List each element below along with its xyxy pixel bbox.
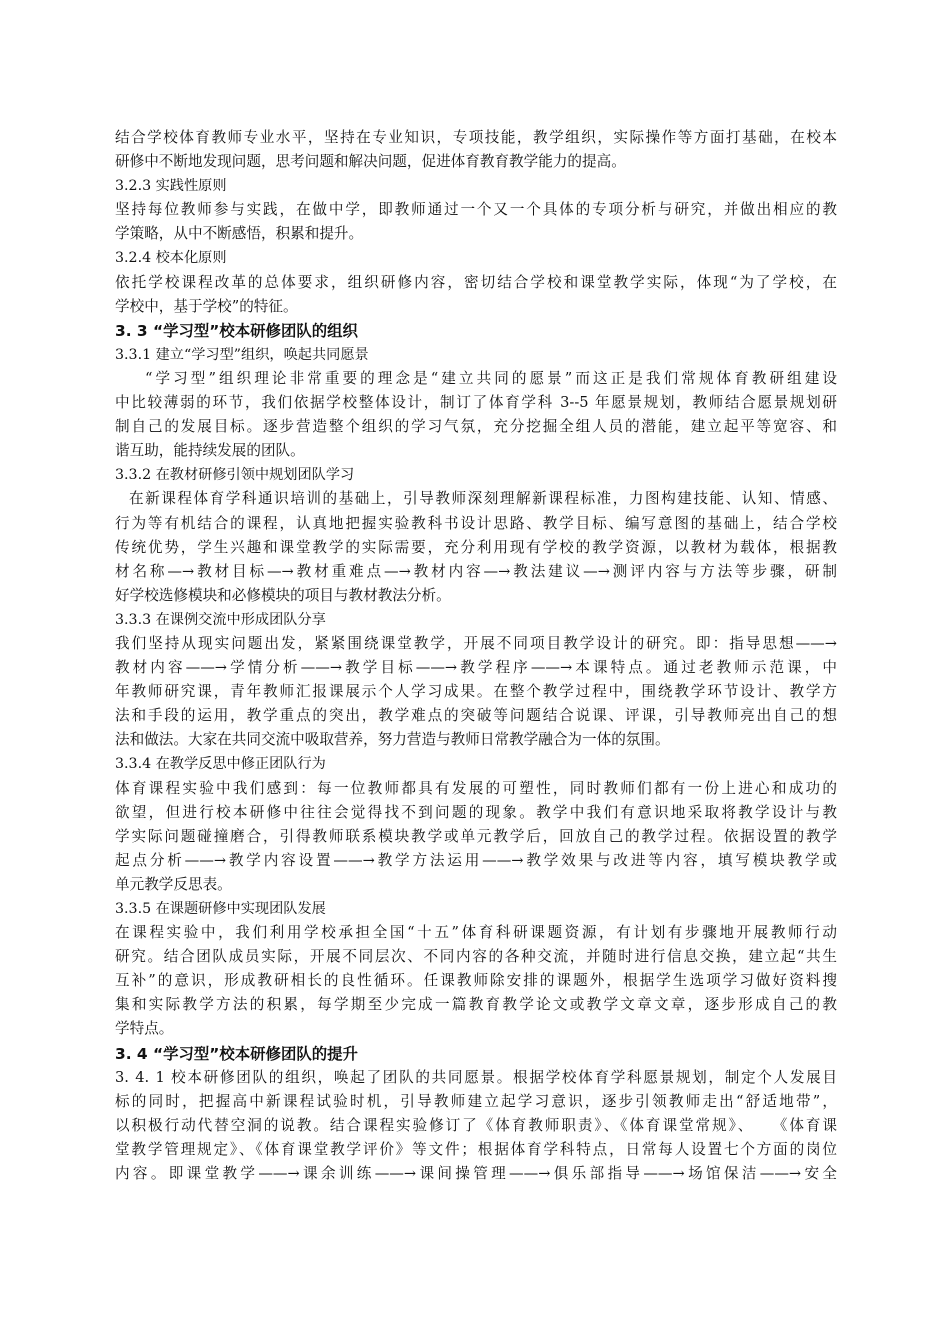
text-line: 互补”的意识，形成教研相长的良性循环。任课教师除安排的课题外，根据学生选项学习做好资料搜 — [115, 972, 837, 990]
paragraph-team-improvement — [115, 1066, 837, 1186]
paragraph-lesson-exchange — [115, 632, 837, 752]
text-line: 学策略，从中不断感悟，积累和提升。 — [115, 225, 364, 243]
text-line: 欲望，但进行校本研修中往往会觉得找不到问题的现象。教学中我们有意识地采取将教学设计与教 — [115, 803, 837, 821]
text-line: 以积极行动代替空洞的说教。结合课程实验修订了《体育教师职责》、《体育课堂常规》、 《体育课 — [115, 1116, 837, 1134]
paragraph-textbook-study — [115, 487, 837, 607]
text-line: 在新课程体育学科通识培训的基础上，引导教师深刻理解新课程标准，力图构建技能、认知、情感、 — [129, 490, 837, 508]
heading-3-2-4: 3.2.4 校本化原则 — [115, 250, 227, 267]
paragraph-practice-principle — [115, 198, 837, 246]
text-line: 3. 4. 1 校本研修团队的组织，唤起了团队的共同愿景。根据学校体育学科愿景规划，制定个人发展目 — [115, 1068, 837, 1086]
text-line: 在课程实验中，我们利用学校承担全国“十五”体育科研课题资源，有计划有步骤地开展教师行动 — [115, 924, 837, 942]
paragraph-shared-vision — [115, 367, 837, 463]
text-line: 学特点。 — [115, 1020, 174, 1038]
section-heading-3-4: 3. 4 “学习型”校本研修团队的提升 — [115, 1044, 358, 1063]
text-line: 我们坚持从现实问题出发，紧紧围绕课堂教学，开展不同项目教学设计的研究。即：指导思想——→ — [115, 634, 837, 652]
text-line: 依托学校课程改革的总体要求，组织研修内容，密切结合学校和课堂教学实际，体现“为了学校，在 — [115, 273, 837, 291]
heading-3-3-4: 3.3.4 在教学反思中修正团队行为 — [115, 756, 326, 773]
heading-3-2-3: 3.2.3 实践性原则 — [115, 178, 227, 195]
text-line: 内容。即课堂教学——→课余训练——→课间操管理——→俱乐部指导——→场馆保洁——→安全 — [115, 1165, 837, 1183]
text-line: 坚持每位教师参与实践，在做中学，即教师通过一个又一个具体的专项分析与研究，并做出相应的教 — [115, 201, 837, 219]
text-line: “学习型”组织理论非常重要的理念是“建立共同的愿景”而这正是我们常规体育教研组建设 — [145, 369, 837, 387]
paragraph-research-project — [115, 921, 837, 1041]
paragraph-professional-foundation — [115, 126, 837, 174]
text-line: 行为等有机结合的课程，认真地把握实验教科书设计思路、教学目标、编写意图的基础上，结合学校 — [115, 514, 837, 532]
text-line: 中比较薄弱的环节，我们依据学校整体设计，制订了体育学科 3--5 年愿景规划，教师结合愿景规划研 — [115, 394, 837, 412]
text-line: 年教师研究课，青年教师汇报课展示个人学习成果。在整个教学过程中，围绕教学环节设计、教学方 — [115, 683, 837, 701]
document-body — [115, 126, 837, 1186]
section-heading-3-3: 3. 3 “学习型”校本研修团队的组织 — [115, 321, 358, 340]
text-line: 谐互助，能持续发展的团队。 — [115, 442, 305, 460]
text-line: 制自己的发展目标。逐步营造整个组织的学习气氛，充分挖掘全组人员的潜能，建立起平等宽容、和 — [115, 418, 837, 436]
text-line: 法和做法。大家在共同交流中吸取营养，努力营造与教师日常教学融合为一体的氛围。 — [115, 731, 670, 749]
heading-3-3-1: 3.3.1 建立“学习型”组织，唤起共同愿景 — [115, 346, 369, 363]
text-line: 标的同时，把握高中新课程试验时机，引导教师建立起学习意识，逐步引领教师走出“舒适地带”， — [115, 1092, 837, 1110]
paragraph-school-based-principle — [115, 271, 837, 319]
heading-3-3-2: 3.3.2 在教材研修引领中规划团队学习 — [115, 467, 355, 484]
text-line: 研修中不断地发现问题，思考问题和解决问题，促进体育教育教学能力的提高。 — [115, 153, 626, 171]
text-line: 单元教学反思表。 — [115, 875, 232, 893]
text-line: 学实际问题碰撞磨合，引得教师联系模块教学或单元教学后，回放自己的教学过程。依据设置的教学 — [115, 827, 837, 845]
paragraph-teaching-reflection — [115, 777, 837, 897]
text-line: 教材内容——→学情分析——→教学目标——→教学程序——→本课特点。通过老教师示范课，中 — [115, 659, 837, 677]
heading-3-3-3: 3.3.3 在课例交流中形成团队分享 — [115, 611, 326, 628]
text-line: 研究。结合团队成员实际，开展不同层次、不同内容的各种交流，并随时进行信息交换，建立起“共生 — [115, 948, 837, 966]
text-line: 堂教学管理规定》、《体育课堂教学评价》等文件；根据体育学科特点，日常每人设置七个方面的岗位 — [115, 1140, 837, 1158]
text-line: 传统优势，学生兴趣和课堂教学的实际需要，充分利用现有学校的教学资源，以教材为载体，根据教 — [115, 538, 837, 556]
heading-3-3-5: 3.3.5 在课题研修中实现团队发展 — [115, 901, 326, 917]
text-line: 好学校选修模块和必修模块的项目与教材教法分析。 — [115, 586, 451, 604]
text-line: 起点分析——→教学内容设置——→教学方法运用——→教学效果与改进等内容，填写模块教学或 — [115, 851, 837, 869]
text-line: 集和实际教学方法的积累，每学期至少完成一篇教育教学论文或教学文章文章，逐步形成自己的教 — [115, 996, 837, 1014]
text-line: 法和手段的运用，教学重点的突出，教学难点的突破等问题结合说课、评课，引导教师亮出自己的想 — [115, 707, 837, 725]
text-line: 学校中，基于学校”的特征。 — [115, 297, 298, 315]
text-line: 结合学校体育教师专业水平，坚持在专业知识，专项技能，教学组织，实际操作等方面打基础，在校本 — [115, 129, 837, 146]
text-line: 体育课程实验中我们感到：每一位教师都具有发展的可塑性，同时教师们都有一份上进心和成功的 — [115, 779, 837, 797]
text-line: 材名称—→教材目标—→教材重难点—→教材内容—→教法建议—→测评内容与方法等步骤，研制 — [115, 562, 837, 580]
